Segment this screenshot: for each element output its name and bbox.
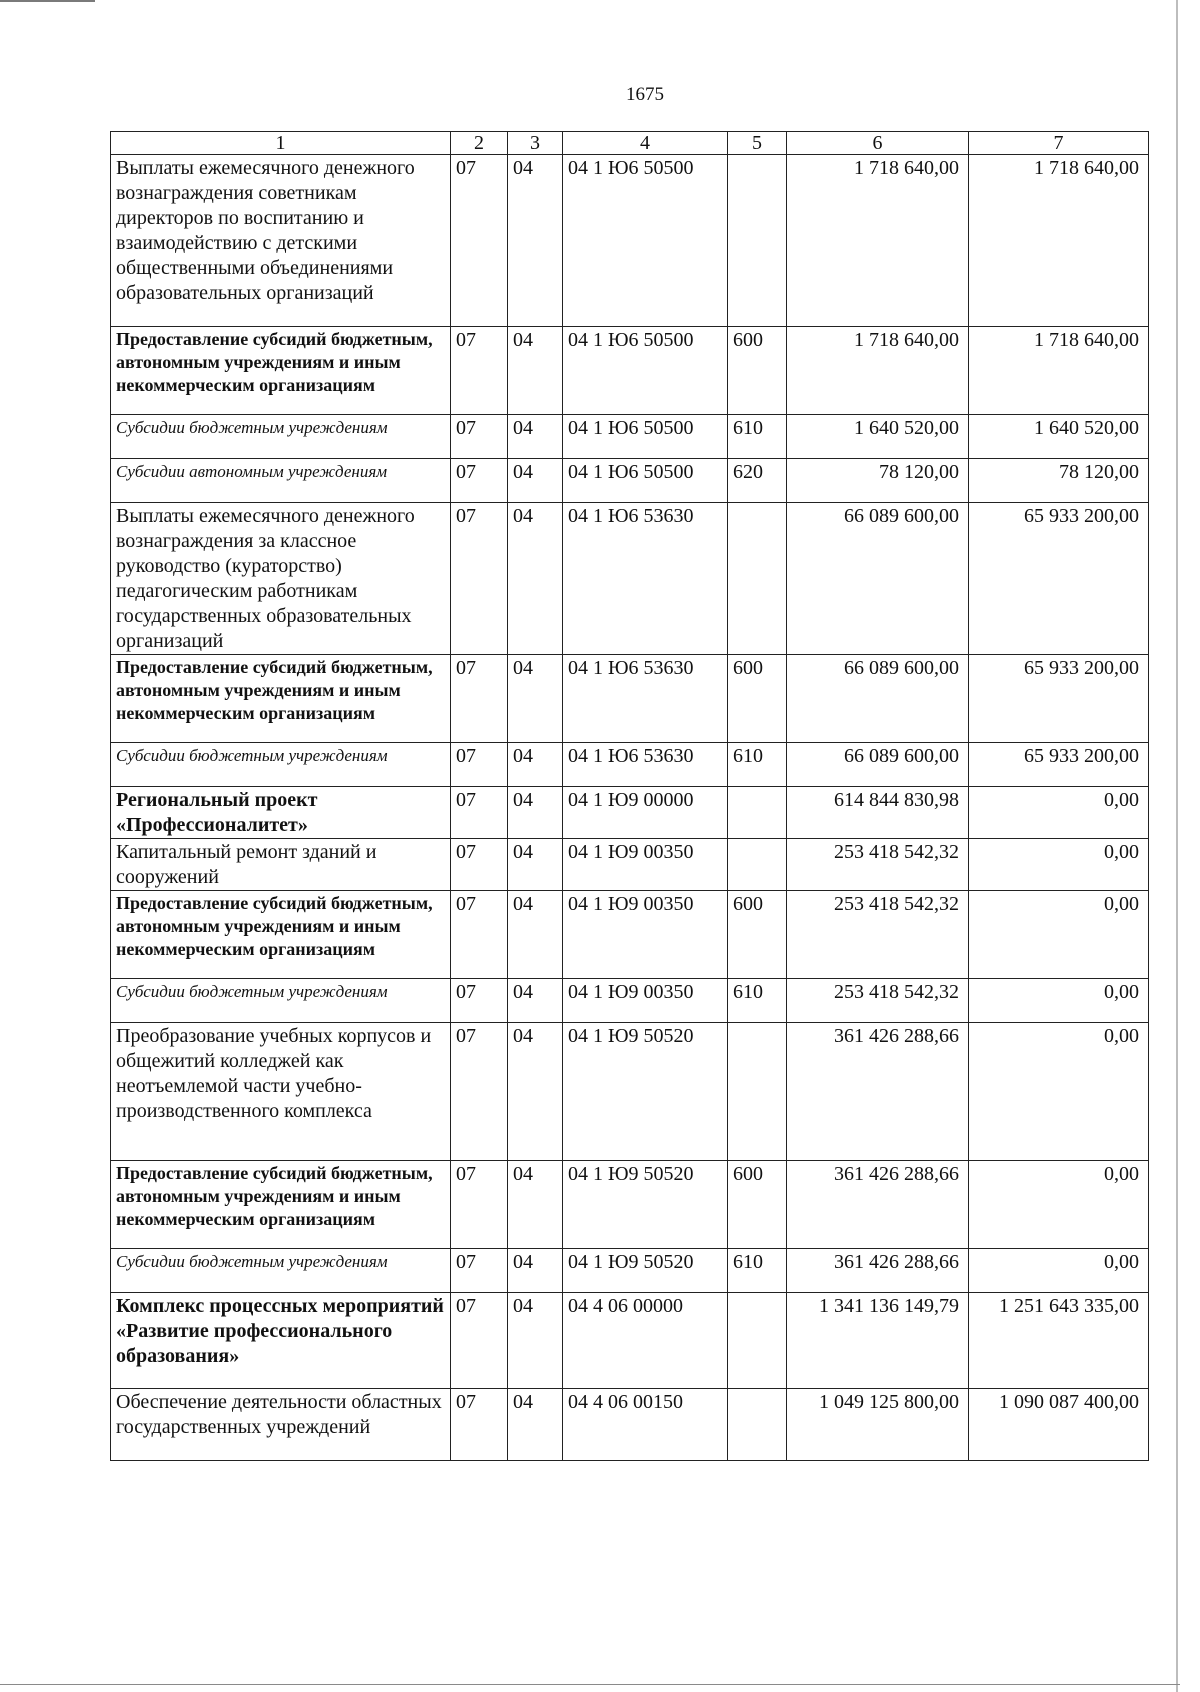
subsection-code-cell: 04 <box>508 891 563 979</box>
target-article-cell: 04 1 Ю9 00350 <box>563 839 728 891</box>
expense-type-cell <box>728 1023 787 1161</box>
header-cell: 2 <box>451 132 508 155</box>
row-name-cell: Субсидии бюджетным учреждениям <box>111 1249 451 1293</box>
table-row <box>111 415 1149 459</box>
amount-year1-cell: 361 426 288,66 <box>787 1161 969 1249</box>
row-name-cell: Субсидии бюджетным учреждениям <box>111 415 451 459</box>
header-cell: 4 <box>563 132 728 155</box>
scan-edge-bottom <box>0 1684 1180 1685</box>
target-article-cell: 04 1 Ю9 50520 <box>563 1161 728 1249</box>
section-code-cell: 07 <box>451 327 508 415</box>
section-code-cell: 07 <box>451 503 508 655</box>
target-article-cell: 04 1 Ю9 50520 <box>563 1249 728 1293</box>
section-code-cell: 07 <box>451 459 508 503</box>
amount-year1-cell: 66 089 600,00 <box>787 503 969 655</box>
expense-type-cell <box>728 503 787 655</box>
amount-year1-cell: 253 418 542,32 <box>787 891 969 979</box>
expense-type-cell: 600 <box>728 891 787 979</box>
expense-type-cell <box>728 787 787 839</box>
table-row <box>111 459 1149 503</box>
section-code-cell: 07 <box>451 1249 508 1293</box>
subsection-code-cell: 04 <box>508 655 563 743</box>
target-article-cell: 04 1 Ю6 53630 <box>563 743 728 787</box>
header-cell: 7 <box>969 132 1149 155</box>
table-row <box>111 1293 1149 1389</box>
amount-year2-cell: 78 120,00 <box>969 459 1149 503</box>
section-code-cell: 07 <box>451 1389 508 1461</box>
row-name-cell: Комплекс процессных мероприятий «Развитие профессионального образования» <box>111 1293 451 1389</box>
section-code-cell: 07 <box>451 1293 508 1389</box>
subsection-code-cell: 04 <box>508 1023 563 1161</box>
header-cell: 3 <box>508 132 563 155</box>
amount-year1-cell: 614 844 830,98 <box>787 787 969 839</box>
row-name-cell: Капитальный ремонт зданий и сооружений <box>111 839 451 891</box>
expense-type-cell <box>728 155 787 327</box>
expense-type-cell: 600 <box>728 655 787 743</box>
amount-year2-cell: 0,00 <box>969 1161 1149 1249</box>
table-row <box>111 655 1149 743</box>
row-name-cell: Предоставление субсидий бюджетным, автономным учреждениям и иным некоммерческим организациям <box>111 655 451 743</box>
table-row <box>111 1161 1149 1249</box>
target-article-cell: 04 1 Ю6 50500 <box>563 459 728 503</box>
expense-type-cell: 600 <box>728 1161 787 1249</box>
subsection-code-cell: 04 <box>508 1293 563 1389</box>
amount-year2-cell: 65 933 200,00 <box>969 503 1149 655</box>
row-name-cell: Субсидии бюджетным учреждениям <box>111 743 451 787</box>
amount-year1-cell: 1 341 136 149,79 <box>787 1293 969 1389</box>
target-article-cell: 04 1 Ю6 50500 <box>563 155 728 327</box>
target-article-cell: 04 4 06 00150 <box>563 1389 728 1461</box>
subsection-code-cell: 04 <box>508 503 563 655</box>
header-cell: 5 <box>728 132 787 155</box>
amount-year1-cell: 1 049 125 800,00 <box>787 1389 969 1461</box>
table-row <box>111 327 1149 415</box>
header-cell: 1 <box>111 132 451 155</box>
table-row <box>111 979 1149 1023</box>
target-article-cell: 04 1 Ю9 50520 <box>563 1023 728 1161</box>
amount-year2-cell: 1 640 520,00 <box>969 415 1149 459</box>
amount-year2-cell: 1 718 640,00 <box>969 155 1149 327</box>
target-article-cell: 04 1 Ю6 50500 <box>563 327 728 415</box>
expense-type-cell <box>728 839 787 891</box>
section-code-cell: 07 <box>451 743 508 787</box>
subsection-code-cell: 04 <box>508 1389 563 1461</box>
amount-year1-cell: 361 426 288,66 <box>787 1023 969 1161</box>
section-code-cell: 07 <box>451 787 508 839</box>
subsection-code-cell: 04 <box>508 839 563 891</box>
row-name-cell: Выплаты ежемесячного денежного вознаграждения советникам директоров по воспитанию и взаимодействию с детскими общественными объединениями образовательных организаций <box>111 155 451 327</box>
table-row <box>111 839 1149 891</box>
budget-table <box>110 131 1149 1461</box>
target-article-cell: 04 1 Ю9 00000 <box>563 787 728 839</box>
section-code-cell: 07 <box>451 1023 508 1161</box>
subsection-code-cell: 04 <box>508 787 563 839</box>
amount-year1-cell: 253 418 542,32 <box>787 839 969 891</box>
expense-type-cell <box>728 1389 787 1461</box>
expense-type-cell <box>728 1293 787 1389</box>
page-number: 1675 <box>626 84 664 105</box>
amount-year1-cell: 1 718 640,00 <box>787 327 969 415</box>
target-article-cell: 04 1 Ю6 53630 <box>563 503 728 655</box>
table-body <box>111 132 1149 1461</box>
amount-year1-cell: 78 120,00 <box>787 459 969 503</box>
table-row <box>111 503 1149 655</box>
subsection-code-cell: 04 <box>508 979 563 1023</box>
row-name-cell: Региональный проект «Профессионалитет» <box>111 787 451 839</box>
subsection-code-cell: 04 <box>508 743 563 787</box>
amount-year1-cell: 361 426 288,66 <box>787 1249 969 1293</box>
table-row <box>111 1249 1149 1293</box>
row-name-cell: Преобразование учебных корпусов и общежитий колледжей как неотъемлемой части учебно-производственного комплекса <box>111 1023 451 1161</box>
amount-year1-cell: 1 718 640,00 <box>787 155 969 327</box>
table-row <box>111 1023 1149 1161</box>
table-row <box>111 787 1149 839</box>
section-code-cell: 07 <box>451 655 508 743</box>
expense-type-cell: 600 <box>728 327 787 415</box>
subsection-code-cell: 04 <box>508 155 563 327</box>
target-article-cell: 04 1 Ю6 50500 <box>563 415 728 459</box>
amount-year1-cell: 66 089 600,00 <box>787 743 969 787</box>
subsection-code-cell: 04 <box>508 1249 563 1293</box>
table-row <box>111 1389 1149 1461</box>
scan-edge-top <box>0 0 95 2</box>
subsection-code-cell: 04 <box>508 1161 563 1249</box>
row-name-cell: Предоставление субсидий бюджетным, автономным учреждениям и иным некоммерческим организациям <box>111 1161 451 1249</box>
amount-year2-cell: 1 718 640,00 <box>969 327 1149 415</box>
amount-year1-cell: 253 418 542,32 <box>787 979 969 1023</box>
expense-type-cell: 610 <box>728 743 787 787</box>
table-row <box>111 155 1149 327</box>
row-name-cell: Выплаты ежемесячного денежного вознаграждения за классное руководство (кураторство) педагогическим работникам государственных образовательных организаций <box>111 503 451 655</box>
expense-type-cell: 610 <box>728 1249 787 1293</box>
header-cell: 6 <box>787 132 969 155</box>
amount-year1-cell: 1 640 520,00 <box>787 415 969 459</box>
section-code-cell: 07 <box>451 415 508 459</box>
target-article-cell: 04 1 Ю6 53630 <box>563 655 728 743</box>
target-article-cell: 04 1 Ю9 00350 <box>563 979 728 1023</box>
table-row <box>111 891 1149 979</box>
expense-type-cell: 610 <box>728 415 787 459</box>
expense-type-cell: 610 <box>728 979 787 1023</box>
row-name-cell: Предоставление субсидий бюджетным, автономным учреждениям и иным некоммерческим организациям <box>111 327 451 415</box>
section-code-cell: 07 <box>451 1161 508 1249</box>
amount-year2-cell: 0,00 <box>969 787 1149 839</box>
amount-year2-cell: 0,00 <box>969 839 1149 891</box>
row-name-cell: Предоставление субсидий бюджетным, автономным учреждениям и иным некоммерческим организациям <box>111 891 451 979</box>
subsection-code-cell: 04 <box>508 459 563 503</box>
section-code-cell: 07 <box>451 979 508 1023</box>
row-name-cell: Обеспечение деятельности областных государственных учреждений <box>111 1389 451 1461</box>
amount-year2-cell: 0,00 <box>969 891 1149 979</box>
section-code-cell: 07 <box>451 155 508 327</box>
amount-year2-cell: 0,00 <box>969 979 1149 1023</box>
target-article-cell: 04 1 Ю9 00350 <box>563 891 728 979</box>
amount-year2-cell: 1 251 643 335,00 <box>969 1293 1149 1389</box>
subsection-code-cell: 04 <box>508 415 563 459</box>
table-row <box>111 743 1149 787</box>
scan-edge-right <box>1176 0 1178 1692</box>
amount-year2-cell: 0,00 <box>969 1023 1149 1161</box>
target-article-cell: 04 4 06 00000 <box>563 1293 728 1389</box>
amount-year2-cell: 65 933 200,00 <box>969 655 1149 743</box>
section-code-cell: 07 <box>451 891 508 979</box>
amount-year2-cell: 1 090 087 400,00 <box>969 1389 1149 1461</box>
row-name-cell: Субсидии бюджетным учреждениям <box>111 979 451 1023</box>
amount-year2-cell: 65 933 200,00 <box>969 743 1149 787</box>
amount-year2-cell: 0,00 <box>969 1249 1149 1293</box>
row-name-cell: Субсидии автономным учреждениям <box>111 459 451 503</box>
section-code-cell: 07 <box>451 839 508 891</box>
subsection-code-cell: 04 <box>508 327 563 415</box>
amount-year1-cell: 66 089 600,00 <box>787 655 969 743</box>
table-header-row <box>111 132 1149 155</box>
expense-type-cell: 620 <box>728 459 787 503</box>
